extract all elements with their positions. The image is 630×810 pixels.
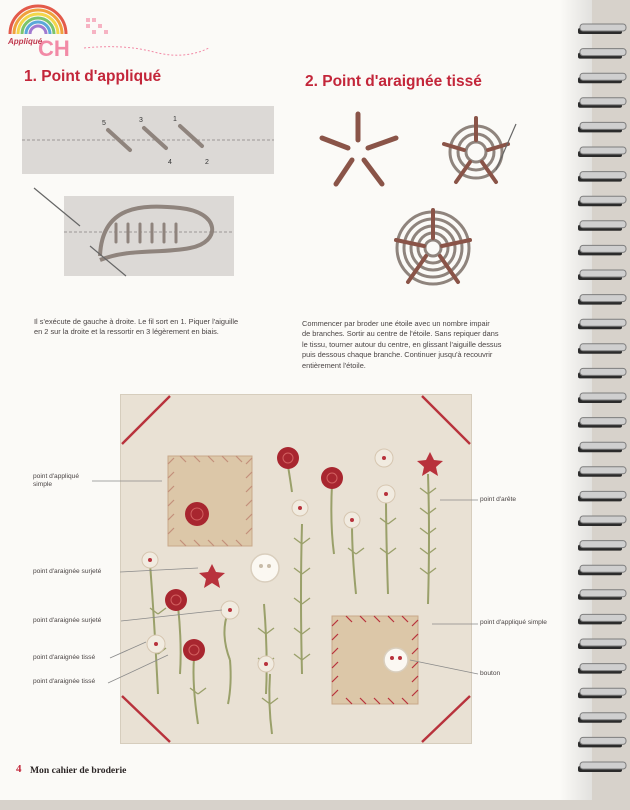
- applique-stitch-diagram: [22, 106, 274, 176]
- spider-weaving-diagram: [436, 110, 522, 196]
- page-number: 4: [16, 763, 22, 775]
- spiral-ring: [580, 270, 626, 277]
- spiral-ring: [580, 688, 626, 695]
- spiral-ring: [580, 344, 626, 351]
- applique-curve-diagram: [30, 186, 235, 278]
- spiral-ring: [580, 491, 626, 498]
- spiral-ring: [580, 541, 626, 548]
- spiral-ring: [580, 467, 626, 474]
- spider-woven-diagram: [388, 206, 478, 290]
- section-1-title: 1. Point d'appliqué: [24, 68, 162, 85]
- callout-applique-simple-left: point d'appliqué simple: [33, 473, 79, 489]
- spiral-ring: [580, 49, 626, 56]
- spiral-ring: [580, 221, 626, 228]
- section-2-description: Commencer par broder une étoile avec un nombre impair de branches. Sortir au centre de l'étoile. Sans repiquer dans le tissu, tourner autour du centre, en glissant l'aiguille dessus puis dessous chaque branche. Continuer jusqu'à recouvrir entièrement l'étoile.: [302, 319, 502, 370]
- spiral-ring: [580, 245, 626, 252]
- step-number-4: 4: [168, 159, 172, 166]
- callout-araignee-surjete-2: point d'araignée surjeté: [33, 617, 102, 624]
- spiral-ring: [580, 172, 626, 179]
- spiral-ring: [580, 614, 626, 621]
- embroidery-sampler-photo: [120, 394, 472, 744]
- section-1-description: Il s'exécute de gauche à droite. Le fil sort en 1. Piquer l'aiguille en 2 sur la droite et la ressortir en 3 légèrement en biais.: [34, 317, 239, 337]
- callout-araignee-tisse-2: point d'araignée tissé: [33, 678, 96, 685]
- site-logo: [4, 4, 219, 66]
- spiral-ring: [580, 590, 626, 597]
- spiral-ring: [580, 122, 626, 129]
- spiral-ring: [580, 737, 626, 744]
- spiral-ring: [580, 24, 626, 31]
- step-number-5: 5: [102, 120, 106, 127]
- book-title: Mon cahier de broderie: [30, 765, 127, 776]
- callout-araignee-surjete-1: point d'araignée surjeté: [33, 568, 102, 575]
- callout-applique-simple-right: point d'appliqué simple: [480, 619, 547, 626]
- spiral-ring: [580, 418, 626, 425]
- spiral-ring: [580, 664, 626, 671]
- spiral-ring: [580, 98, 626, 105]
- callout-point-arete: point d'arête: [480, 496, 517, 503]
- spiral-ring: [580, 368, 626, 375]
- spiral-ring: [580, 393, 626, 400]
- spiral-ring: [580, 762, 626, 769]
- spiral-ring: [580, 295, 626, 302]
- spiral-ring: [580, 565, 626, 572]
- spiral-ring: [580, 442, 626, 449]
- step-number-2: 2: [205, 159, 209, 166]
- spiral-ring: [580, 73, 626, 80]
- step-number-1: 1: [173, 116, 177, 123]
- spiral-binding: [574, 16, 630, 786]
- spiral-ring: [580, 639, 626, 646]
- callout-araignee-tisse-1: point d'araignée tissé: [33, 654, 96, 661]
- spiral-ring: [580, 147, 626, 154]
- spider-star-diagram: [316, 108, 402, 192]
- spiral-ring: [580, 196, 626, 203]
- spiral-ring: [580, 516, 626, 523]
- section-2-title: 2. Point d'araignée tissé: [305, 73, 482, 90]
- step-number-3: 3: [139, 117, 143, 124]
- callout-bouton: bouton: [480, 670, 501, 677]
- section-label: Appliqué: [8, 37, 43, 46]
- spiral-ring: [580, 713, 626, 720]
- spiral-ring: [580, 319, 626, 326]
- logo-text: CH: [38, 36, 70, 61]
